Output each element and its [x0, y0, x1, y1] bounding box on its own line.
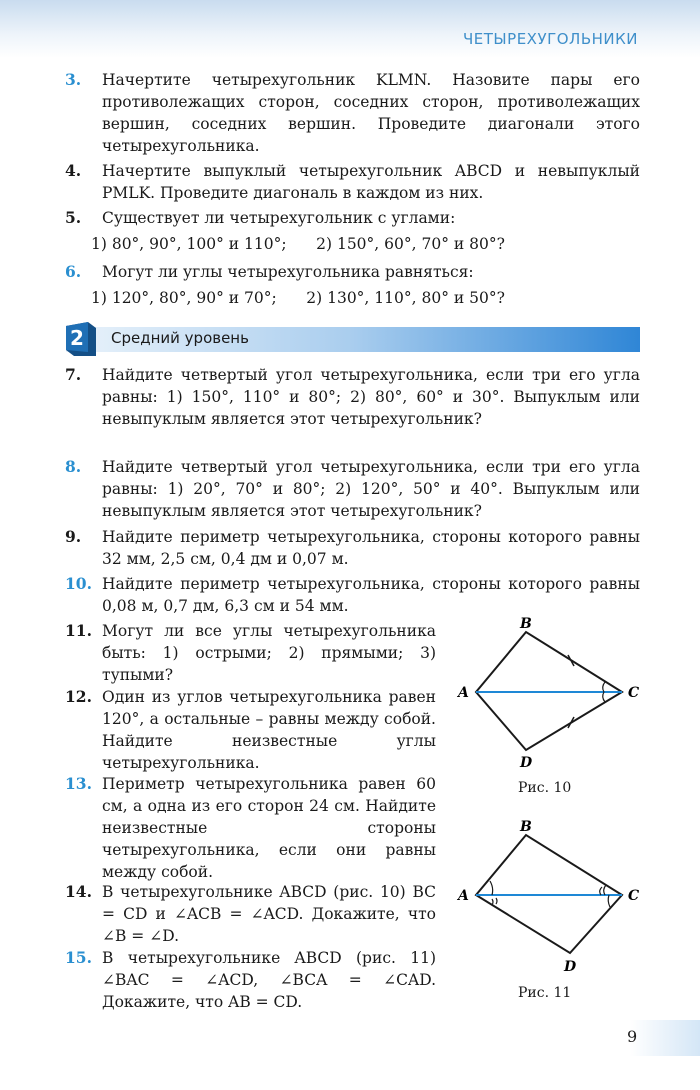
task-text: В четырехугольнике ABCD (рис. 10) BC = CD и ∠ACB = ∠ACD. Докажите, что ∠B = ∠D. [102, 883, 436, 945]
task-text: Периметр четырехугольника равен 60 см, а одна из его сторон 24 см. Найдите неизвестные стороны четырехугольника, если они равны между собой. [102, 775, 436, 881]
task-number: 11. [65, 621, 92, 640]
figure-10 [450, 610, 650, 780]
vertex-label-d: D [520, 755, 533, 771]
vertex-label-a: A [458, 888, 469, 904]
task-6-options: 1) 120°, 80°, 90° и 70°; 2) 130°, 110°, 80° и 50°? [91, 289, 505, 307]
task-5 [65, 207, 640, 229]
vertex-label-b: B [520, 616, 532, 632]
task-3 [65, 69, 640, 157]
task-4 [65, 160, 640, 204]
vertex-label-c: C [628, 888, 640, 904]
angle-mark [603, 682, 605, 692]
task-number: 6. [65, 262, 82, 281]
level-badge-icon [66, 322, 96, 356]
task-14 [65, 881, 436, 947]
task-number: 9. [65, 527, 82, 546]
task-7 [65, 364, 640, 430]
task-text: Найдите четвертый угол четырехугольника, если три его угла равны: 1) 20°, 70° и 80°; 2) 120°, 50° и 40°. Выпуклым или невыпуклым является этот четырехугольник? [102, 458, 640, 520]
level-number: 2 [70, 326, 84, 350]
task-text: В четырехугольнике ABCD (рис. 11) ∠BAC = ∠ACD, ∠BCA = ∠CAD. Докажите, что AB = CD. [102, 949, 436, 1011]
task-8 [65, 456, 640, 522]
vertex-label-a: A [458, 685, 469, 701]
vertex-label-b: B [520, 819, 532, 835]
task-number: 12. [65, 687, 92, 706]
task-text: Найдите периметр четырехугольника, стороны которого равны 32 мм, 2,5 см, 0,4 дм и 0,07 м. [102, 528, 640, 568]
task-number: 3. [65, 70, 82, 89]
figure-caption: Рис. 10 [518, 780, 572, 796]
task-number: 5. [65, 208, 82, 227]
task-number: 8. [65, 457, 82, 476]
vertex-label-d: D [564, 959, 577, 975]
figure-11 [450, 815, 650, 985]
task-number: 10. [65, 574, 92, 593]
task-12 [65, 686, 436, 774]
task-text: Один из углов четырехугольника равен 120°, а остальные – равны между собой. Найдите неизвестные углы четырехугольника. [102, 688, 436, 772]
task-text: Найдите периметр четырехугольника, стороны которого равны 0,08 м, 0,7 дм, 6,3 см и 54 мм. [102, 575, 640, 615]
task-number: 15. [65, 948, 92, 967]
page-number: 9 [627, 1027, 638, 1046]
task-number: 13. [65, 774, 92, 793]
task-6 [65, 261, 640, 283]
task-text: Могут ли все углы четырехугольника быть: 1) острыми; 2) прямыми; 3) тупыми? [102, 622, 436, 684]
vertex-label-c: C [628, 685, 640, 701]
chapter-title: ЧЕТЫРЕХУГОЛЬНИКИ [463, 30, 638, 48]
task-15 [65, 947, 436, 1013]
angle-mark [600, 885, 606, 895]
task-11 [65, 620, 436, 686]
task-text: Начертите четырехугольник KLMN. Назовите пары его противолежащих сторон, соседних сторон, противолежащих вершин, соседних вершин. Проведите диагонали этого четырехугольника. [102, 71, 640, 155]
task-number: 7. [65, 365, 82, 384]
angle-mark [490, 881, 493, 895]
angle-mark [603, 692, 605, 702]
angle-mark [608, 895, 610, 907]
angle-mark [492, 898, 497, 905]
task-number: 14. [65, 882, 92, 901]
task-13 [65, 773, 436, 883]
header-band [0, 0, 700, 58]
task-text: Могут ли углы четырехугольника равняться: [102, 263, 474, 281]
level-title: Средний уровень [111, 329, 249, 347]
task-number: 4. [65, 161, 82, 180]
task-text: Начертите выпуклый четырехугольник ABCD и невыпуклый PMLK. Проведите диагональ в каждом из них. [102, 162, 640, 202]
page-number-tab [630, 1020, 700, 1056]
task-text: Найдите четвертый угол четырехугольника, если три его угла равны: 1) 150°, 110° и 80°; 2) 80°, 60° и 30°. Выпуклым или невыпуклым является этот четырехугольник? [102, 366, 640, 428]
task-9 [65, 526, 640, 570]
figure-caption: Рис. 11 [518, 985, 572, 1001]
task-5-options: 1) 80°, 90°, 100° и 110°; 2) 150°, 60°, 70° и 80°? [91, 235, 505, 253]
task-text: Существует ли четырехугольник с углами: [102, 209, 456, 227]
